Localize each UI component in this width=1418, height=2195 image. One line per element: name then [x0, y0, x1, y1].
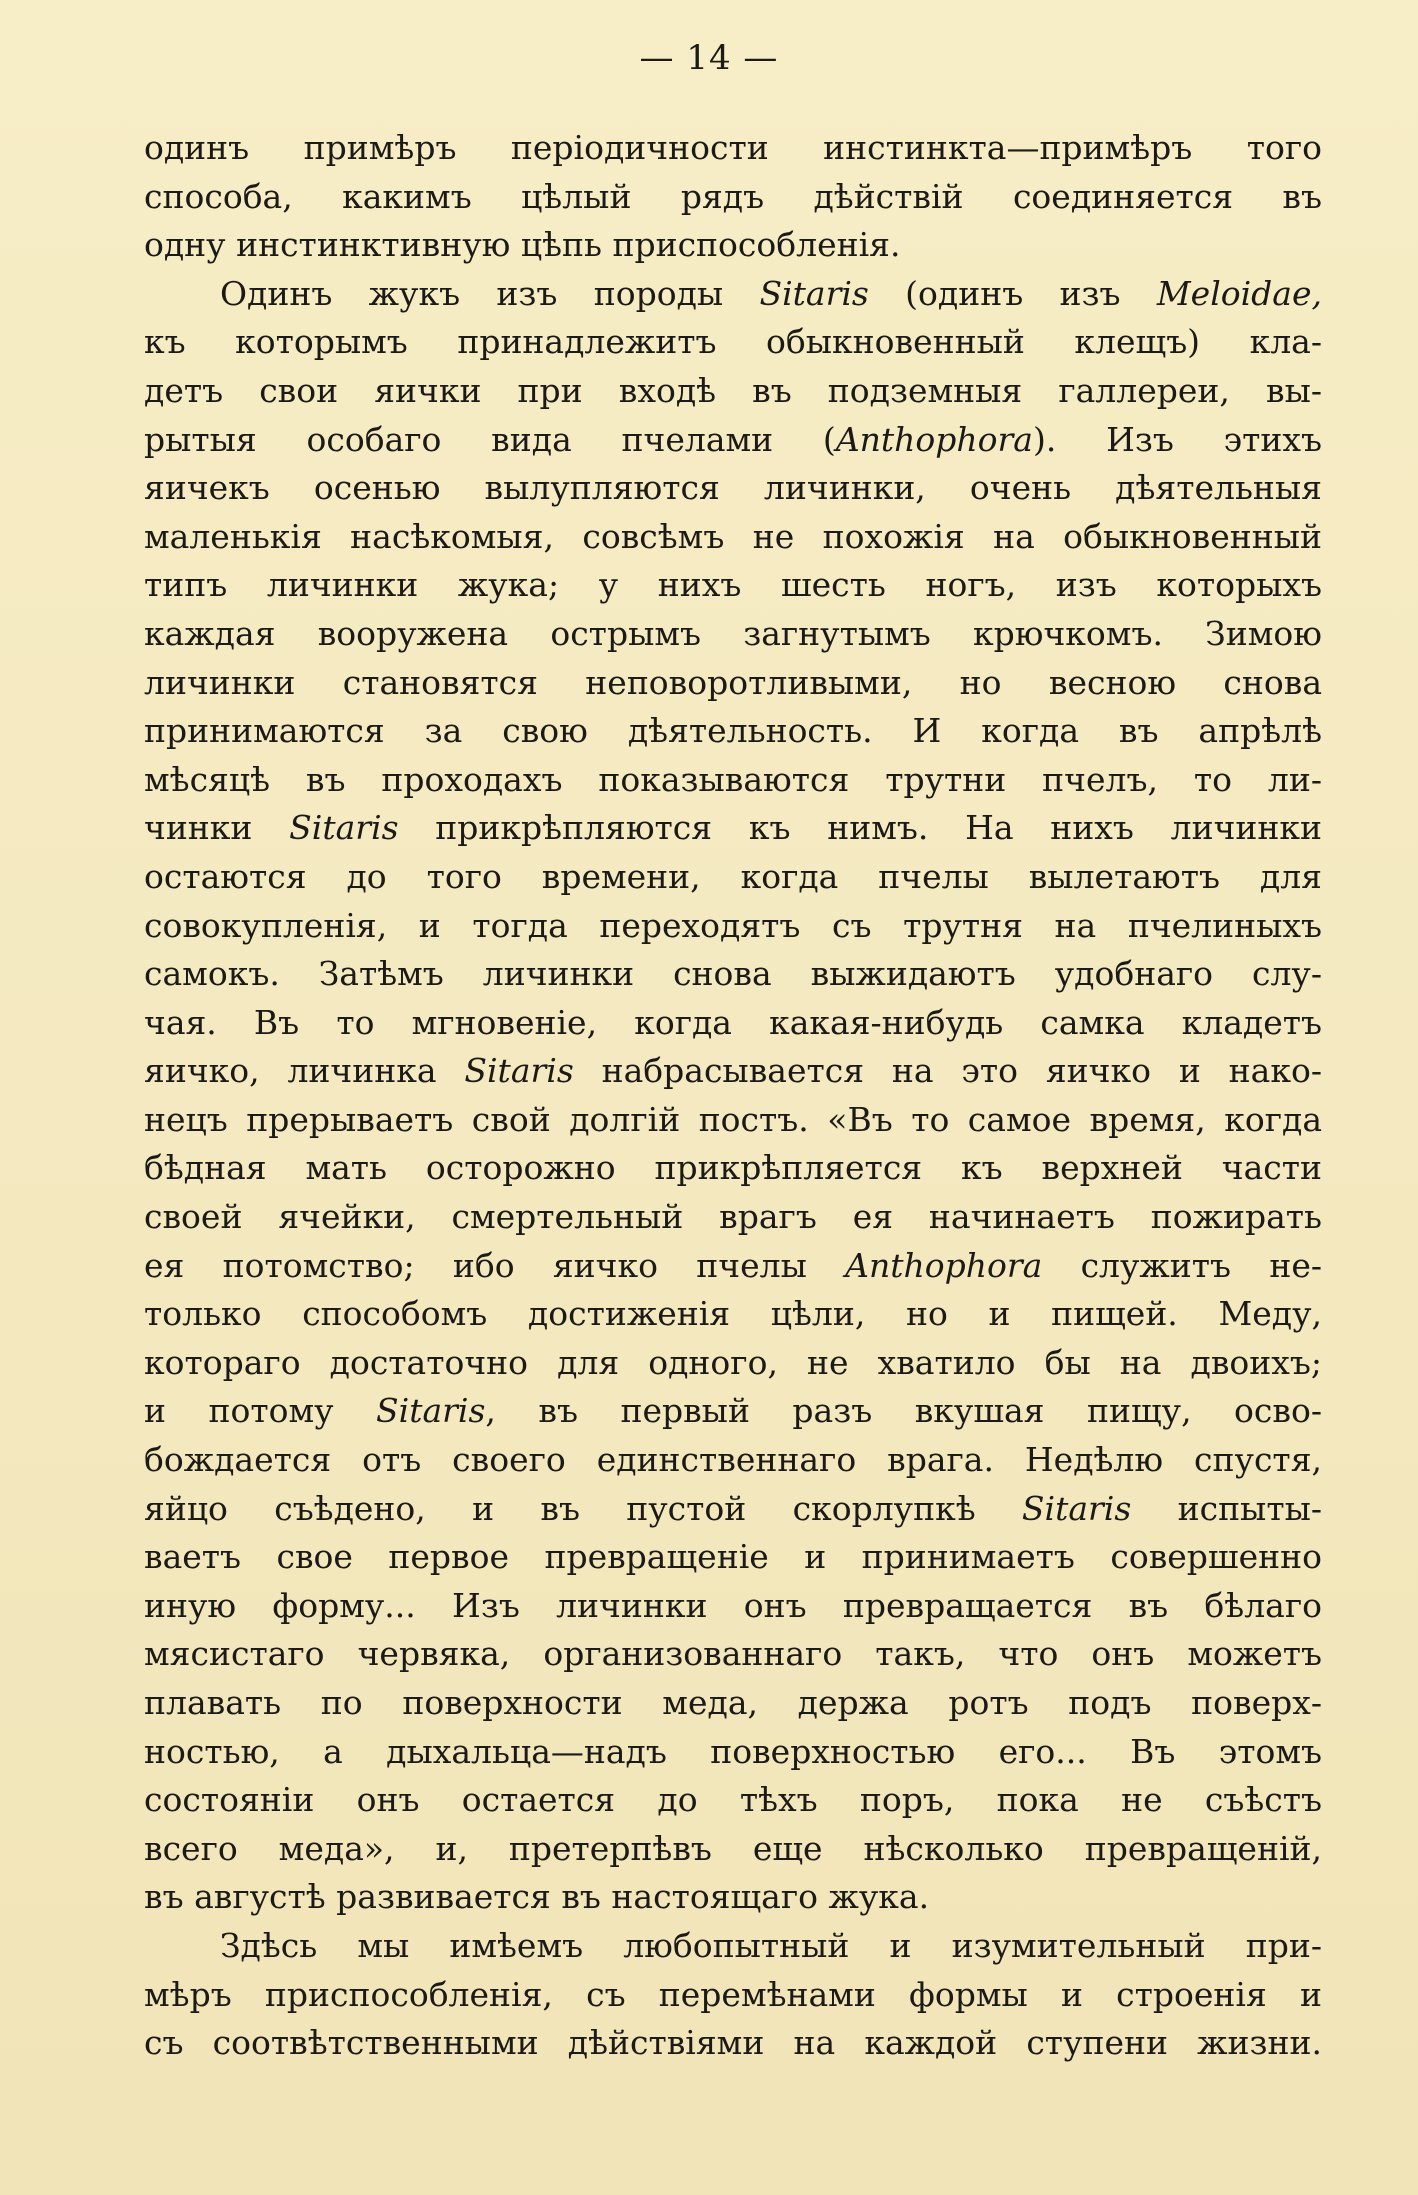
text-line: каждая вооружена острымъ загнутымъ крючкомъ. Зимою	[144, 613, 1322, 653]
text-line: къ которымъ принадлежитъ обыкновенный клещъ) кла-	[144, 322, 1322, 362]
text-run: прикрѣпляются къ нимъ. На нихъ личинки	[398, 808, 1322, 848]
text-line	[144, 1387, 1322, 1436]
genus-name: Anthophora	[845, 1245, 1043, 1285]
text-line: совокупленія, и тогда переходятъ съ трутня на пчелиныхъ	[144, 905, 1322, 945]
text-line: остаются до того времени, когда пчелы вылетаютъ для	[144, 856, 1322, 896]
text-line: мѣръ приспособленія, съ перемѣнами формы и строенія и	[144, 1974, 1322, 2014]
text-run: ея потомство; ибо яичко пчелы	[144, 1245, 846, 1285]
text-line	[144, 804, 1322, 853]
genus-name: Sitaris	[376, 1391, 486, 1431]
text-run: рытыя особаго вида пчелами (	[144, 419, 836, 459]
text-run: набрасывается на это яичко и нако-	[573, 1051, 1322, 1091]
text-run: Одинъ жукъ изъ породы	[220, 273, 760, 313]
text-line: иную форму... Изъ личинки онъ превращается въ бѣлаго	[144, 1585, 1322, 1625]
text-line: ностью, а дыхальца—надъ поверхностью его... Въ этомъ	[144, 1731, 1322, 1771]
text-run: и потому	[144, 1391, 377, 1431]
text-line: въ августѣ развивается въ настоящаго жука.	[144, 1877, 930, 1917]
text-line: мѣсяцѣ въ проходахъ показываются трутни пчелъ, то ли-	[144, 759, 1322, 799]
text-line: состояніи онъ остается до тѣхъ поръ, пока не съѣстъ	[144, 1780, 1322, 1820]
text-line: только способомъ достиженія цѣли, но и пищей. Меду,	[144, 1294, 1322, 1334]
text-line	[144, 1047, 1322, 1096]
text-line: типъ личинки жука; у нихъ шесть ногъ, изъ которыхъ	[144, 565, 1322, 605]
text-line: Здѣсь мы имѣемъ любопытный и изумительный при-	[220, 1925, 1322, 1965]
text-line	[144, 270, 1322, 319]
page-number: — 14 —	[639, 38, 779, 78]
text-line: всего меда», и, претерпѣвъ еще нѣсколько превращеній,	[144, 1828, 1322, 1868]
text-line: маленькія насѣкомыя, совсѣмъ не похожія на обыкновенный	[144, 516, 1322, 556]
text-line: котораго достаточно для одного, не хватило бы на двоихъ;	[144, 1342, 1322, 1382]
genus-name: Sitaris	[464, 1051, 574, 1091]
text-line: самокъ. Затѣмъ личинки снова выжидаютъ удобнаго слу-	[144, 954, 1322, 994]
text-line	[144, 1485, 1322, 1534]
text-run: яичко, личинка	[144, 1051, 465, 1091]
text-line: своей ячейки, смертельный врагъ ея начинаетъ пожирать	[144, 1197, 1322, 1237]
text-line: детъ свои яички при входѣ въ подземныя галлереи, вы-	[144, 370, 1322, 410]
text-line: личинки становятся неповоротливыми, но весною снова	[144, 662, 1322, 702]
genus-name: Sitaris	[759, 273, 869, 313]
text-line: способа, какимъ цѣлый рядъ дѣйствій соединяется въ	[144, 176, 1322, 216]
text-line: одну инстинктивную цѣпь приспособленія.	[144, 225, 901, 265]
text-line: одинъ примѣръ періодичности инстинкта—примѣръ того	[144, 128, 1322, 167]
family-name: Meloidae,	[1156, 273, 1322, 313]
text-line: плавать по поверхности меда, держа ротъ подъ поверх-	[144, 1683, 1322, 1722]
text-line: съ соотвѣтственными дѣйствіями на каждой ступени жизни.	[144, 2023, 1322, 2063]
text-line: бѣдная мать осторожно прикрѣпляется къ верхней части	[144, 1148, 1322, 1188]
text-line: яичекъ осенью вылупляются личинки, очень дѣятельныя	[144, 468, 1322, 508]
text-run: испыты-	[1131, 1488, 1322, 1528]
text-line: бождается отъ своего единственнаго врага. Недѣлю спустя,	[144, 1440, 1322, 1480]
genus-name: Anthophora	[835, 419, 1033, 459]
text-run: , въ первый разъ вкушая пищу, осво-	[485, 1391, 1322, 1431]
genus-name: Sitaris	[1021, 1488, 1132, 1528]
text-line	[144, 416, 1322, 465]
text-run: чинки	[144, 808, 290, 848]
text-line: чая. Въ то мгновеніе, когда какая-нибудь самка кладетъ	[144, 1002, 1322, 1042]
text-line: нецъ прерываетъ свой долгій постъ. «Въ то самое время, когда	[144, 1099, 1322, 1139]
genus-name: Sitaris	[289, 808, 399, 848]
text-run: ). Изъ этихъ	[1032, 419, 1322, 459]
text-line: мясистаго червяка, организованнаго такъ, что онъ можетъ	[144, 1634, 1322, 1674]
text-line: ваетъ свое первое превращеніе и принимаетъ совершенно	[144, 1537, 1322, 1577]
text-run: яйцо съѣдено, и въ пустой скорлупкѣ	[144, 1488, 1022, 1528]
text-line: принимаются за свою дѣятельность. И когда въ апрѣлѣ	[144, 711, 1322, 751]
body-text	[144, 124, 1322, 2068]
text-run: (одинъ изъ	[868, 273, 1157, 313]
text-run: служитъ не-	[1042, 1245, 1322, 1285]
text-line	[144, 1242, 1322, 1291]
